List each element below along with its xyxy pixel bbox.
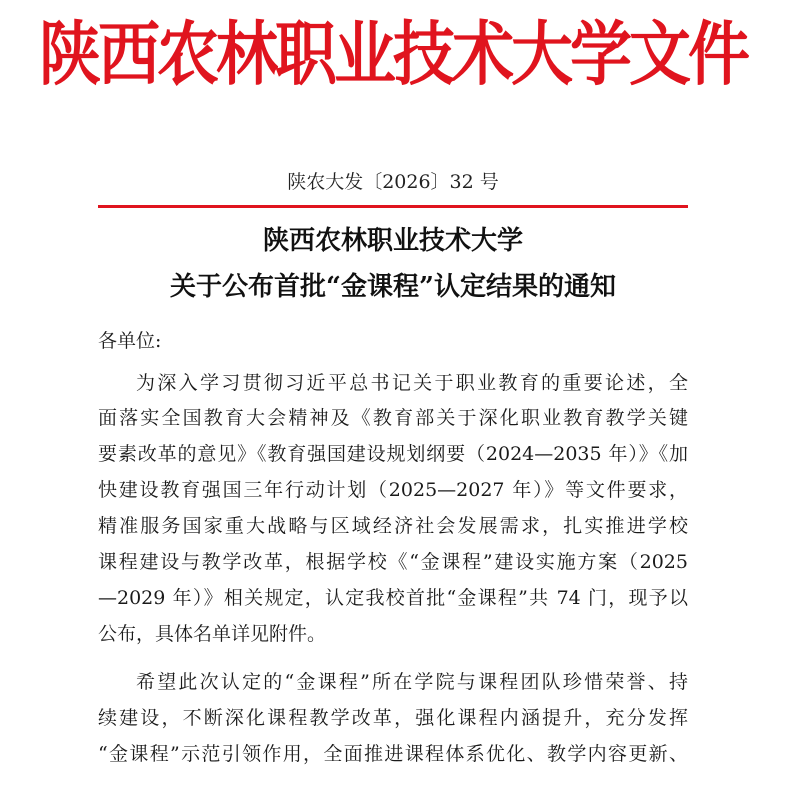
paragraph-1-line: 快建设教育强国三年行动计划（2025—2027 年）》等文件要求，: [98, 479, 688, 501]
document-title-line-1: 陕西农林职业技术大学: [262, 226, 523, 256]
paragraph-2-line: 希望此次认定的“金课程”所在学院与课程团队珍惜荣誉、持: [136, 671, 688, 693]
document-title-line-2: 关于公布首批“金课程”认定结果的通知: [170, 272, 616, 302]
paragraph-2-line: “金课程”示范引领作用，全面推进课程体系优化、教学内容更新、: [98, 743, 688, 765]
paragraph-1-line: 面落实全国教育大会精神及《教育部关于深化职业教育教学关键: [98, 407, 688, 429]
paragraph-1-line: 精准服务国家重大战略与区域经济社会发展需求，扎实推进学校: [98, 515, 688, 537]
paragraph-2-line: 续建设，不断深化课程教学改革，强化课程内涵提升，充分发挥: [98, 707, 688, 729]
paragraph-1-line: 为深入学习贯彻习近平总书记关于职业教育的重要论述，全: [136, 372, 688, 394]
paragraph-1-line: 课程建设与教学改革，根据学校《“金课程”建设实施方案（2025: [98, 551, 688, 573]
document-number: 陕农大发〔2026〕32 号: [287, 171, 499, 193]
salutation: 各单位:: [98, 330, 162, 352]
document-masthead: 陕西农林职业技术大学文件: [38, 12, 747, 95]
paragraph-1-line: 公布，具体名单详见附件。: [98, 623, 327, 645]
paragraph-1-line: 要素改革的意见》《教育强国建设规划纲要（2024—2035 年）》《加: [98, 443, 688, 465]
red-divider-line: [98, 205, 688, 208]
paragraph-1-line: —2029 年）》相关规定，认定我校首批“金课程”共 74 门，现予以: [98, 587, 688, 609]
